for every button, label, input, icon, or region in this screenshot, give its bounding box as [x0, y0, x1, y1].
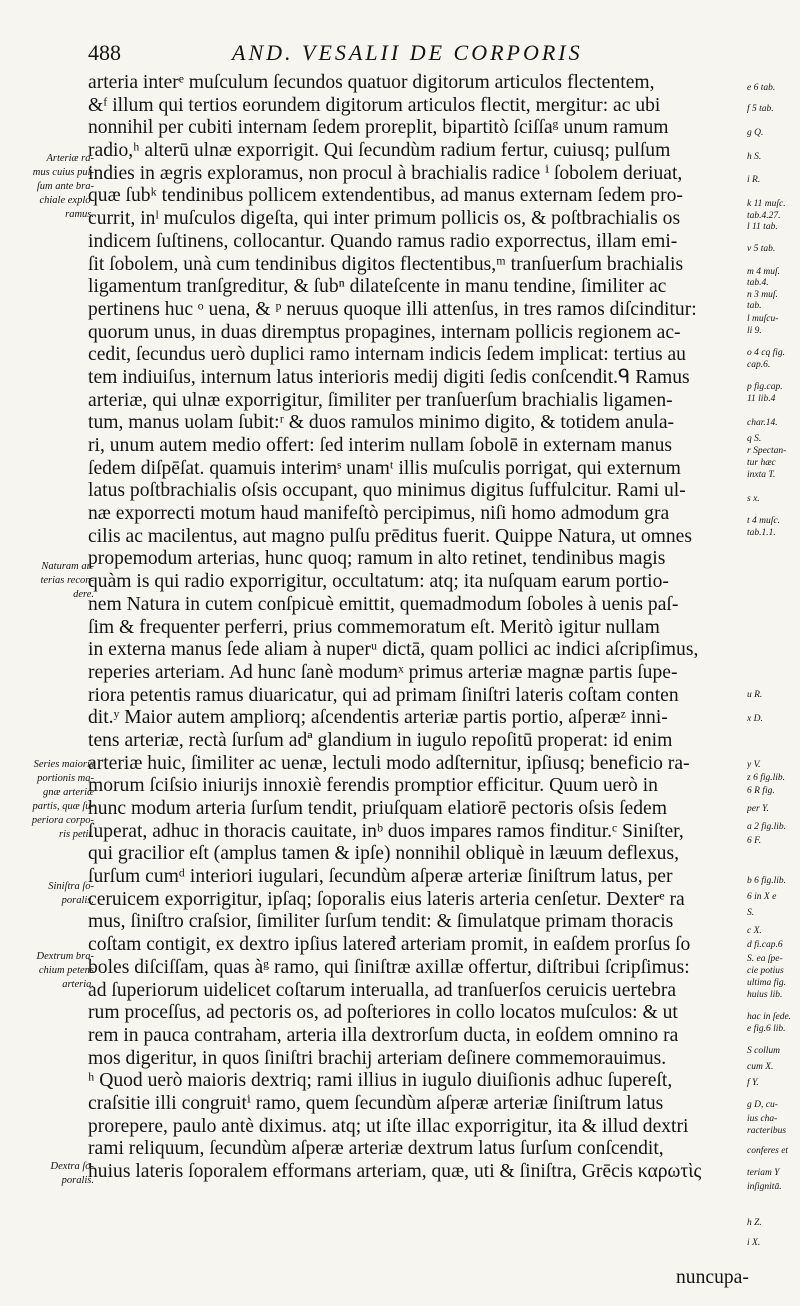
text-line: boles diſciſſam, quas àᵍ ramo, qui ſiniſtræ axillæ offertur, diſtribui ſcripſimus: — [88, 956, 690, 978]
side-note: Naturam ar- terias recon- dere. — [40, 561, 94, 600]
text-line: quæ ſubᵏ tendinibus pollicem extendentibus, ad manus externam ſedem pro- — [88, 185, 683, 207]
margin-ref: huius lib. — [747, 990, 783, 1000]
text-line: arteriæ huic, ſimiliter ac uenæ, lectuli modo adſternitur, ipſiusq; beneficio ra- — [88, 752, 690, 774]
margin-ref: tab.1.1. — [747, 528, 776, 538]
margin-ref: c X. — [747, 926, 762, 936]
margin-ref: l 11 tab. — [747, 222, 778, 232]
margin-ref: cum X. — [747, 1062, 774, 1072]
text-line: morum ſciſsio iniurijs innoxiè ferendis promptior efficitur. Quum uerò in — [88, 775, 658, 797]
margin-ref: p fig.cap. — [747, 382, 783, 392]
text-line: ſit ſobolem, unà cum tendinibus digitos flectentibus,ᵐ tranſuerſum brachialis — [88, 253, 684, 275]
margin-ref: a 2 fig.lib. — [747, 822, 787, 832]
margin-ref: char.14. — [747, 418, 778, 428]
text-line: craſsitie illi congruitⁱ ramo, quem ſecundùm aſperæ arteriæ ſiniſtrum latus — [88, 1092, 664, 1114]
margin-ref: tab.4.27. — [747, 211, 781, 221]
margin-ref: g D, cu- — [747, 1100, 778, 1110]
margin-ref: conferes et — [747, 1146, 789, 1156]
margin-ref: S. ea ſpe- — [747, 954, 783, 964]
margin-ref: racteribus — [747, 1126, 787, 1136]
running-header — [0, 40, 800, 74]
side-note: Siniſtra ſo- poralis. — [48, 881, 94, 906]
text-line: ſuperat, adhuc in thoracis cauitate, inᵇ duos impares ramos finditur.ᶜ Siniſter, — [88, 820, 684, 842]
margin-ref: u R. — [747, 690, 763, 700]
text-line: quàm is qui radio exporrigitur, occultatum: atq; ita nuſquam earum portio- — [88, 571, 669, 593]
text-line: coſtam contigit, ex dextro ipſius lateređ arteriam promit, in eaſdem prorſus ſo — [88, 934, 691, 956]
text-line: rami reliquum, ſecundùm aſperæ arteriæ dextrum latus ſurſum conſcendit, — [88, 1138, 664, 1160]
text-line: ſedem diſpēſat. quamuis interimˢ unamᵗ illis muſculis porrigat, qui externum — [88, 457, 681, 479]
text-line: in externa manus ſede aliam à nuperᵘ dictā, quam pollici ac indici aſcripſimus, — [88, 639, 699, 661]
side-note: Series maioris portionis ma- gnæ arteriæ partis, quæ ſu- periora corpo- ris petit. — [31, 759, 94, 840]
text-line: arteria interᵉ muſculum ſecundos quatuor digitorum articulos flectentem, — [88, 72, 655, 93]
text-line: prorepere, paulo antè diximus. atq; ut iſte illac exporrigitur, ita & illud dextri — [88, 1115, 689, 1137]
margin-ref: per Y. — [747, 804, 769, 814]
margin-ref: q S. — [747, 434, 762, 444]
text-line: ligamentum tranſgreditur, & ſubⁿ dilateſcente in manu tendine, ſimiliter ac — [88, 276, 667, 298]
text-line: reperies arteriam. Ad hunc ſanè modumˣ primus arteriæ magnæ partis ſupe- — [88, 661, 678, 683]
margin-ref: l muſcu- — [747, 314, 779, 324]
margin-ref: inxta T. — [747, 470, 776, 480]
side-note: Arteriæ ra- mus cuius pul- ſum ante bra- chiale explo- ramus. — [32, 153, 94, 220]
text-line: arteriæ, qui ulnæ exporrigitur, ſimiliter per tranſuerſum brachialis ligamen- — [88, 389, 673, 411]
margin-ref: g Q. — [747, 128, 764, 138]
margin-ref: 11 lib.4 — [747, 394, 776, 404]
text-line: nem Natura in cutem conſpicuè emittit, quemadmodum ſoboles à uenis paſ- — [88, 593, 679, 615]
text-line: tem indiuiſus, internum latus interioris medij digiti ſedis conſcendit.ᑫ Ramus — [88, 366, 690, 388]
text-line: quorum unus, in duas diremptus propagines, internam pollicis regionem ac- — [88, 321, 681, 343]
margin-ref: h S. — [747, 152, 762, 162]
text-line: ʰ Quod uerò maioris dextriq; rami illius in iugulo diuiſionis adhuc ſupereſt, — [88, 1070, 673, 1092]
text-line: propemodum arterias, hunc quoq; ramum in alto retinet, tendinibus magis — [88, 548, 666, 570]
margin-ref: 6 R fig. — [747, 786, 775, 796]
margin-ref: tab. — [747, 301, 762, 311]
margin-ref: t 4 muſc. — [747, 516, 780, 526]
text-line: ceruicem exporrigitur, ipſaq; ſoporalis eius lateris arteria cenſetur. Dexterᵉ ra — [88, 888, 685, 910]
margin-ref: n 3 muſ. — [747, 290, 778, 300]
text-line: ſim & frequenter perferri, prius commemoratum eſt. Meritò igitur nullam — [88, 616, 660, 638]
margin-ref: d fi.cap.6 — [747, 940, 783, 950]
text-line: huius lateris ſoporalem efformans arteriam, quæ, uti & ſiniſtra, Grēcis καρωτὶς — [88, 1161, 702, 1182]
side-note: Dextrum bra- chium petens arteria. — [36, 951, 94, 990]
text-line: nonnihil per cubiti internam ſedem proreplit, bipartitò ſciſſaᵍ unum ramum — [88, 117, 669, 139]
text-line: indicem ſuſtinens, collocantur. Quando ramus radio exporrectus, illam emi- — [88, 230, 678, 252]
margin-ref: teriam Y — [747, 1168, 780, 1178]
margin-ref: i X. — [747, 1238, 761, 1248]
text-line: cedit, ſecundus uerò duplici ramo internam indicis ſedem implicat: tertius au — [88, 344, 686, 366]
text-line: qui gracilior eſt (amplus tamen & ipſe) nonnihil obliquè in læuum deflexus, — [88, 843, 679, 865]
margin-ref: x D. — [747, 714, 763, 724]
text-line: rem in pauca contraham, arteria illa dextrorſum ducta, in eoſdem omnino ra — [88, 1024, 679, 1046]
catchword: nuncupa- — [676, 1267, 749, 1288]
text-line: mos digeritur, in quos ſiniſtri brachij arteriam deſinere commemorauimus. — [88, 1047, 667, 1069]
margin-ref: m 4 muſ. — [747, 267, 780, 277]
text-line: ad ſuperiorum uidelicet coſtarum interualla, ad tranſuerſos ceruicis uertebra — [88, 979, 677, 1001]
side-note: Dextra ſo- poralis. — [50, 1161, 94, 1186]
margin-ref: tur hæc — [747, 458, 776, 468]
margin-ref: h Z. — [747, 1218, 762, 1228]
margin-ref: 6 F. — [747, 836, 762, 846]
text-line: riora petentis ramus diuaricatur, qui ad primam ſiniſtri lateris coſtam conten — [88, 684, 679, 706]
margin-ref: e 6 tab. — [747, 83, 776, 93]
margin-ref: S collum — [747, 1046, 780, 1056]
margin-ref: cap.6. — [747, 360, 771, 370]
text-line: tens arteriæ, rectà ſurſum adª glandium in iugulo repoſitū properat: id enim — [88, 729, 673, 751]
text-line: dit.ʸ Maior autem ampliorq; aſcendentis arteriæ partis portio, aſperæᶻ inni- — [88, 707, 668, 729]
text-line: hunc modum arteria ſurſum tendit, priuſquam elatiorē pectoris oſsis ſedem — [88, 798, 667, 819]
text-line: latus poſtbrachialis oſsis occupant, quo minimus digitus ſuffulcitur. Rami ul- — [88, 480, 686, 502]
main-text-block — [88, 72, 752, 1184]
text-line: ſurſum cumᵈ interiori iugulari, ſecundùm aſperæ arteriæ ſiniſtrum latus, per — [88, 866, 673, 888]
text-line: radio,ʰ alterū ulnæ exporrigit. Qui ſecundùm radium fertur, cuiusq; pulſum — [88, 140, 671, 162]
margin-ref: li 9. — [747, 326, 762, 336]
text-line: næ exporrecti motum haud manifeſtò percipimus, niſi homo admodum gra — [88, 503, 670, 525]
margin-ref: o 4 cq fig. — [747, 348, 785, 358]
page-number: 488 — [88, 40, 121, 65]
text-line: pertinens huc ᵒ uena, & ᵖ neruus quoque illi attenſus, in tres ramos diſcinditur: — [88, 298, 697, 320]
running-head: AND. VESALII DE CORPORIS — [232, 40, 583, 65]
margin-ref: r Spectan- — [747, 446, 787, 456]
text-line: ri, unum autem medio offert: ſed interim nullam ſobolē in externam manus — [88, 435, 673, 456]
text-line: mus, ſiniſtro craſsior, ſimiliter ſurſum tendit: & ſimulatque primam thoracis — [88, 911, 674, 933]
margin-ref: v 5 tab. — [747, 244, 776, 254]
margin-ref: k 11 muſc. — [747, 199, 786, 209]
margin-ref: ultima fig. — [747, 978, 787, 988]
text-line: currit, inˡ muſculos digeſta, qui inter primum pollicis os, & poſtbrachialis os — [88, 208, 681, 230]
text-line: rum proceſſus, ad pectoris os, ad poſteriores in collo locatos muſculos: & ut — [88, 1002, 678, 1024]
margin-ref: hac in ſede. — [747, 1012, 792, 1022]
margin-ref: f 5 tab. — [747, 104, 774, 114]
margin-ref: e fig.6 lib. — [747, 1024, 786, 1034]
margin-ref: y V. — [747, 760, 761, 770]
margin-ref: inſignitā. — [747, 1182, 782, 1192]
margin-ref: f Y. — [747, 1078, 759, 1088]
margin-ref: tab.4. — [747, 278, 769, 288]
margin-ref: cie potius — [747, 966, 784, 976]
margin-ref: z 6 fig.lib. — [747, 773, 786, 783]
margin-ref: 6 in X e — [747, 892, 777, 902]
margin-ref: ius cha- — [747, 1114, 778, 1124]
margin-ref: S. — [747, 908, 755, 918]
text-line: cilis ac macilentus, aut magno pulſu prēditus fuerit. Quippe Natura, ut omnes — [88, 525, 692, 547]
margin-ref: s x. — [747, 494, 760, 504]
margin-ref: i R. — [747, 175, 761, 185]
text-line: tum, manus uolam ſubit:ʳ & duos ramulos minimo digito, & totidem anula- — [88, 412, 675, 434]
text-line: &ᶠ illum qui tertios eorundem digitorum articulos flectit, mergitur: ac ubi — [88, 94, 661, 116]
margin-ref: b 6 fig.lib. — [747, 876, 787, 886]
text-line: indies in ægris exploramus, non procul à brachialis radice ⁱ ſobolem deriuat, — [88, 162, 683, 184]
